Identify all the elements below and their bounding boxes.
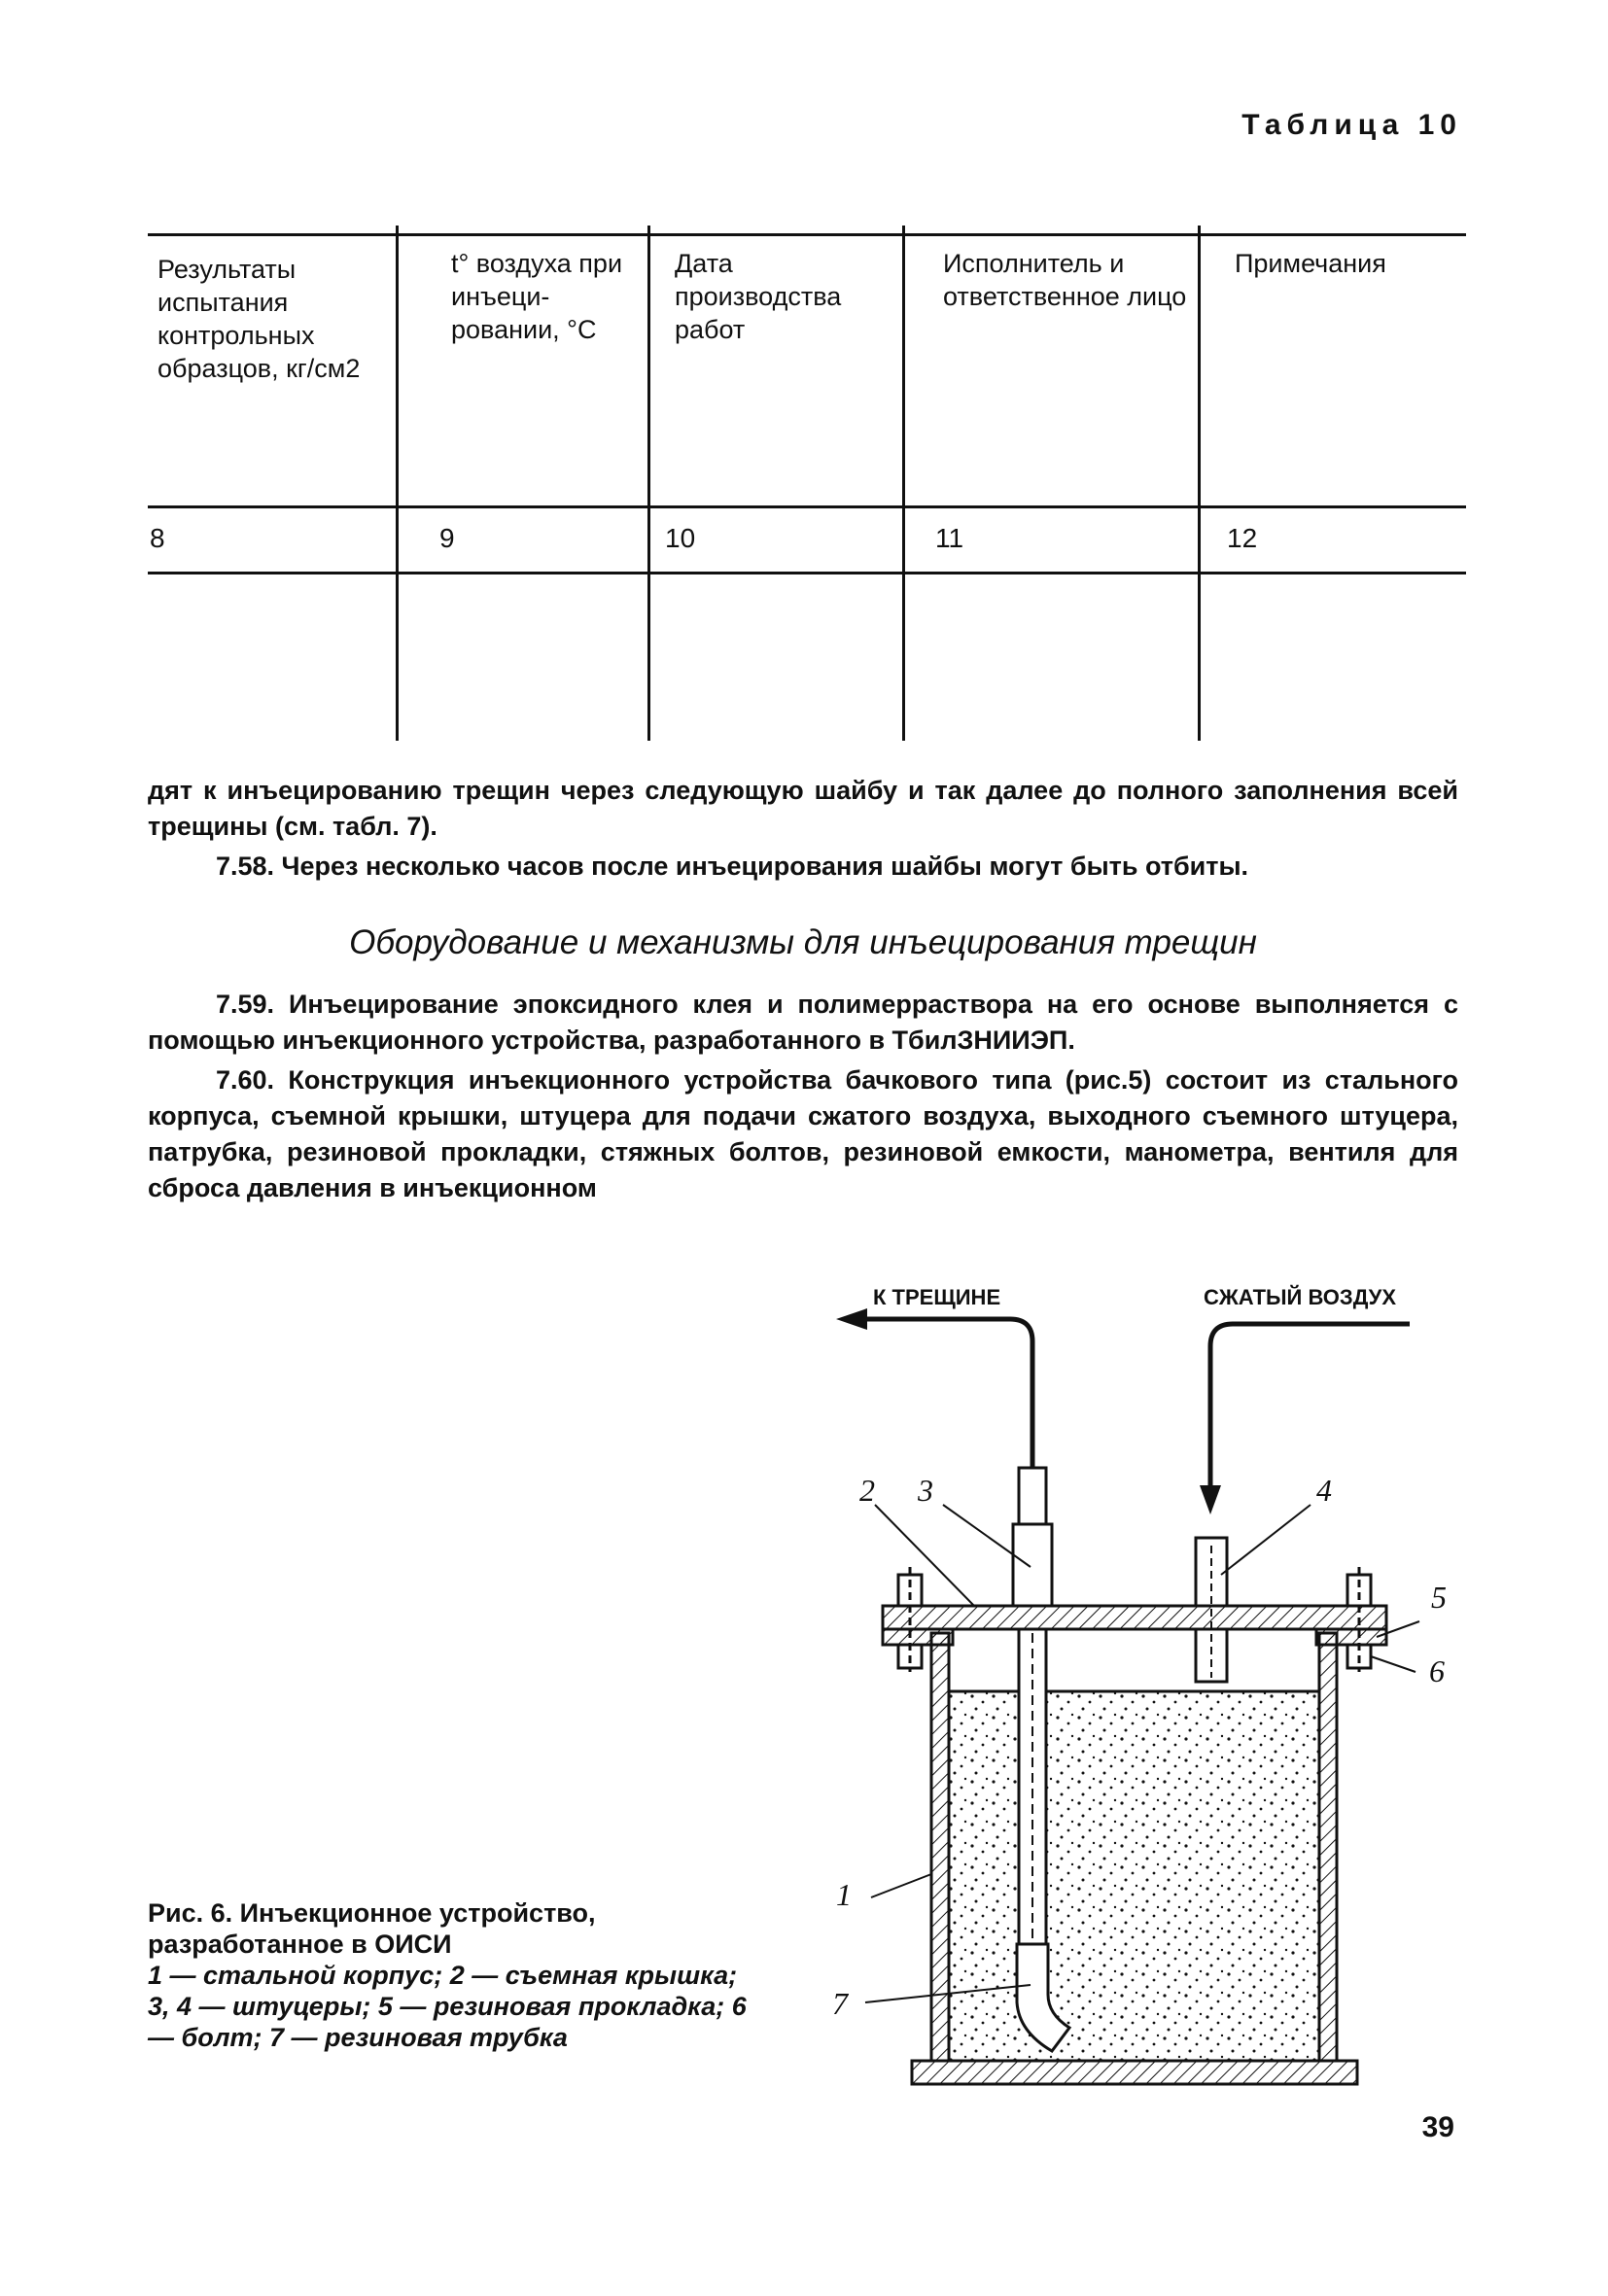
caption-legend: 1 — стальной корпус; 2 — съемная крышка; 3, 4 — штуцеры; 5 — резиновая прокладка; 6 — болт; 7 — резиновая трубка xyxy=(148,1961,747,2052)
table-col-number: 10 xyxy=(665,523,696,553)
rubber-gasket-right xyxy=(1316,1629,1386,1645)
paragraph-block-2 xyxy=(148,987,1458,1206)
table-col-divider xyxy=(1198,226,1201,741)
table-col-divider xyxy=(396,226,399,741)
paragraph-block-1 xyxy=(148,773,1458,885)
epoxy-fluid xyxy=(949,1691,1319,2061)
label-compressed-air: СЖАТЫЙ ВОЗДУХ xyxy=(1204,1285,1396,1309)
callout-6: 6 xyxy=(1429,1653,1445,1688)
vessel-base-plate xyxy=(912,2061,1357,2084)
outflow-arrow-head xyxy=(836,1308,867,1330)
table-top-rule xyxy=(148,233,1466,236)
caption-title: Рис. 6. Инъекционное устройство, разработанное в ОИСИ xyxy=(148,1898,596,1959)
outlet-fitting-body xyxy=(1013,1524,1052,1606)
outflow-arrow-line xyxy=(846,1319,1032,1468)
callout-4: 4 xyxy=(1316,1473,1332,1508)
callout-line-6 xyxy=(1371,1656,1416,1672)
table-col-number: 11 xyxy=(935,523,964,553)
removable-lid xyxy=(883,1606,1386,1629)
table-header-notes: Примечания xyxy=(1235,249,1386,278)
outlet-fitting-tip xyxy=(1019,1468,1046,1524)
section-heading: Оборудование и механизмы для инъецирования трещин xyxy=(349,923,1257,961)
paragraph-continuation: дят к инъецированию трещин через следующую шайбу и так далее до полного заполнения всей трещины (см. табл. 7). xyxy=(148,776,1458,841)
table-col-divider xyxy=(902,226,905,741)
table-header-date: Дата производства работ xyxy=(675,249,842,344)
rubber-gasket-left xyxy=(883,1629,953,1645)
callout-line-4 xyxy=(1221,1505,1311,1575)
callout-line-2 xyxy=(875,1505,974,1606)
callout-line-1 xyxy=(871,1874,931,1897)
table-header-air-temp: t° воздуха при инъеци-ровании, °С xyxy=(451,249,623,344)
paragraph-7-60: 7.60. Конструкция инъекционного устройства бачкового типа (рис.5) состоит из стального корпуса, съемной крышки, штуцера для подачи сжатого воздуха, выходного съемного штуцера, патрубка, резиновой прокладки, стяжных болтов, резиновой емкости, манометра, вентиля для сброса давления в инъекционном xyxy=(148,1065,1458,1202)
table-col-divider xyxy=(647,226,650,741)
bolt-nut-right-top xyxy=(1347,1575,1371,1606)
callout-5: 5 xyxy=(1431,1580,1447,1615)
callout-7: 7 xyxy=(832,1986,848,2021)
table-number-rule xyxy=(148,572,1466,574)
bolt-nut-left-top xyxy=(898,1575,922,1606)
table-header-results: Результаты испытания контрольных образцов, кг/см2 xyxy=(157,255,361,383)
table-col-number: 8 xyxy=(150,523,165,553)
vessel-left-wall xyxy=(931,1633,949,2061)
table-col-number: 9 xyxy=(439,523,455,553)
figure-caption xyxy=(148,1897,751,2053)
page-number: 39 xyxy=(1421,2111,1454,2143)
vessel-right-wall xyxy=(1319,1633,1337,2061)
callout-2: 2 xyxy=(859,1473,875,1508)
callout-3: 3 xyxy=(918,1473,933,1508)
table-header-executor: Исполнитель и ответственное лицо xyxy=(943,249,1187,311)
paragraph-7-59: 7.59. Инъецирование эпоксидного клея и полимерраствора на его основе выполняется с помощью инъекционного устройства, разработанного в ТбилЗНИИЭП. xyxy=(148,990,1458,1055)
callout-1: 1 xyxy=(836,1877,852,1912)
table-header-rule xyxy=(148,505,1466,508)
label-to-crack: К ТРЕЩИНЕ xyxy=(873,1285,1001,1309)
data-table xyxy=(148,226,1466,741)
injection-device-diagram xyxy=(797,1264,1478,2100)
table-col-number: 12 xyxy=(1227,523,1258,553)
inflow-arrow-line xyxy=(1210,1324,1410,1502)
table-label: Таблица 10 xyxy=(1241,109,1462,141)
inflow-arrow-head xyxy=(1200,1485,1221,1514)
paragraph-7-58: 7.58. Через несколько часов после инъецирования шайбы могут быть отбиты. xyxy=(216,852,1249,881)
